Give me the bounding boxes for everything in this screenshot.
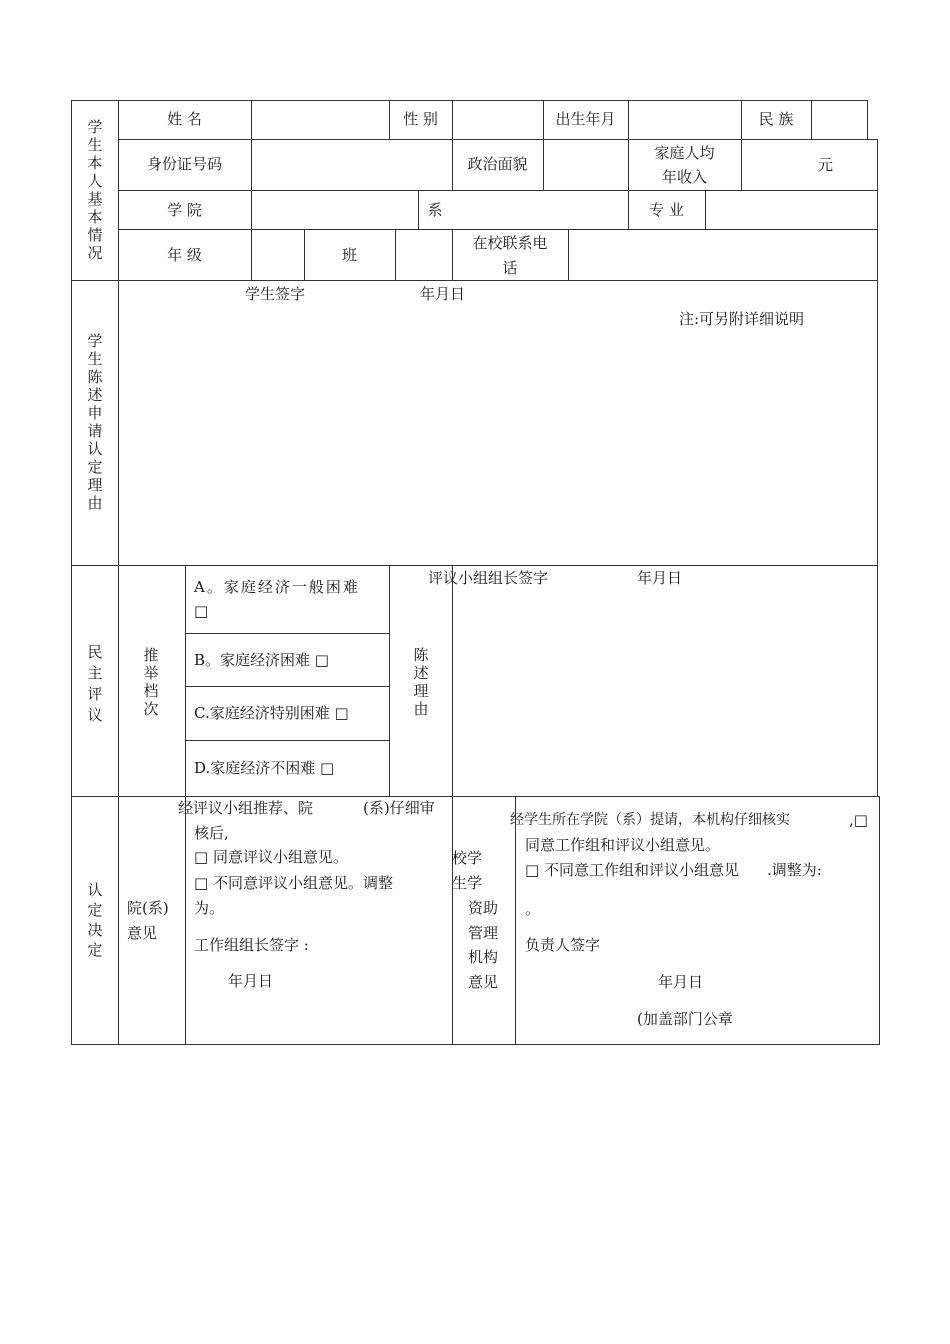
school-text-1: 经学生所在学院（系）提请，本机构仔细核实 xyxy=(510,812,790,828)
name-label: 姓 名 xyxy=(167,110,202,128)
statement-section-label: 学生陈述申请认定理由 xyxy=(87,332,103,512)
family-income-field[interactable] xyxy=(742,140,877,190)
option-c[interactable]: C.家庭经济特别困难 □ xyxy=(194,704,349,722)
birth-field[interactable] xyxy=(629,101,741,139)
phone-label-2: 话 xyxy=(502,259,518,277)
ethnicity-field[interactable] xyxy=(812,101,867,139)
school-text-1b: ,□ xyxy=(849,811,868,829)
review-reason-field[interactable] xyxy=(453,566,877,796)
student-signature-label: 学生签字 xyxy=(245,285,306,303)
option-d[interactable]: D.家庭经济不困难 □ xyxy=(194,759,335,777)
school-label-6: 意见 xyxy=(468,973,499,991)
dept-field[interactable] xyxy=(453,191,628,229)
phone-field[interactable] xyxy=(569,230,877,280)
school-seal-label: (加盖部门公章 xyxy=(637,1010,733,1028)
level-label: 推举档次 xyxy=(143,646,159,718)
income-unit: 元 xyxy=(818,156,834,174)
college-opinion-label-1: 院(系) xyxy=(127,899,169,917)
political-label: 政治面貌 xyxy=(467,155,528,173)
school-label-3: 资助 xyxy=(468,899,499,917)
major-field[interactable] xyxy=(706,191,877,229)
class-field[interactable] xyxy=(396,230,452,280)
phone-label-1: 在校联系电 xyxy=(472,234,548,252)
college-text-1b: (系)仔细审 xyxy=(363,799,435,817)
class-label: 班 xyxy=(341,246,357,264)
name-field[interactable] xyxy=(252,101,389,139)
school-label-1: 校学 xyxy=(452,849,483,867)
option-b[interactable]: B。家庭经济困难 □ xyxy=(194,651,329,669)
decision-section-label: 认定决定 xyxy=(87,881,103,959)
major-label: 专 业 xyxy=(649,201,684,219)
option-a-line-1[interactable]: A。家庭经济一般困难 xyxy=(194,578,360,596)
college-sign-label: 工作组组长签字 : xyxy=(194,936,309,954)
school-agree-option[interactable]: 同意工作组和评议小组意见。 xyxy=(525,836,721,854)
option-a-checkbox[interactable]: □ xyxy=(194,602,209,620)
college-label: 学 院 xyxy=(167,201,202,219)
dept-label: 系 xyxy=(427,201,443,219)
statement-note: 注:可另附详细说明 xyxy=(679,310,805,328)
grade-label: 年 级 xyxy=(167,246,202,264)
school-label-2: 生学 xyxy=(452,874,483,892)
gender-label: 性 别 xyxy=(403,110,438,128)
ethnicity-label: 民 族 xyxy=(758,110,794,128)
school-date: 年月日 xyxy=(658,973,704,991)
gender-field[interactable] xyxy=(453,101,543,139)
college-text-1: 经评议小组推荐、院 xyxy=(178,799,314,817)
review-section-label: 民主评议 xyxy=(87,643,103,724)
review-signature-label: 评议小组组长签字 xyxy=(428,569,549,587)
school-label-5: 机构 xyxy=(468,948,499,966)
birth-label: 出生年月 xyxy=(555,110,616,128)
school-disagree-option[interactable]: □ 不同意工作组和评议小组意见 xyxy=(525,861,739,879)
id-label: 身份证号码 xyxy=(146,155,222,173)
college-date: 年月日 xyxy=(228,972,274,990)
family-income-label-1: 家庭人均 xyxy=(654,144,715,162)
school-label-4: 管理 xyxy=(468,924,499,942)
grade-field[interactable] xyxy=(252,230,304,280)
college-opinion-label-2: 意见 xyxy=(127,924,158,942)
college-disagree-option[interactable]: □ 不同意评议小组意见。调整 xyxy=(194,874,393,892)
college-text-2: 核后, xyxy=(194,824,229,842)
college-agree-option[interactable]: □ 同意评议小组意见。 xyxy=(194,848,348,866)
school-sign-label: 负责人签字 xyxy=(525,936,601,954)
school-text-4: 。 xyxy=(525,900,541,918)
college-text-5: 为。 xyxy=(194,899,225,917)
review-date: 年月日 xyxy=(637,569,683,587)
basic-section-label: 学生本人基本情况 xyxy=(87,118,103,262)
college-field[interactable] xyxy=(252,191,418,229)
political-field[interactable] xyxy=(544,140,628,190)
family-income-label-2: 年收入 xyxy=(661,168,707,186)
statement-date: 年月日 xyxy=(420,285,466,303)
reason-label: 陈述理由 xyxy=(413,646,429,718)
school-text-3b: .调整为: xyxy=(767,861,822,879)
id-field[interactable] xyxy=(252,140,452,190)
